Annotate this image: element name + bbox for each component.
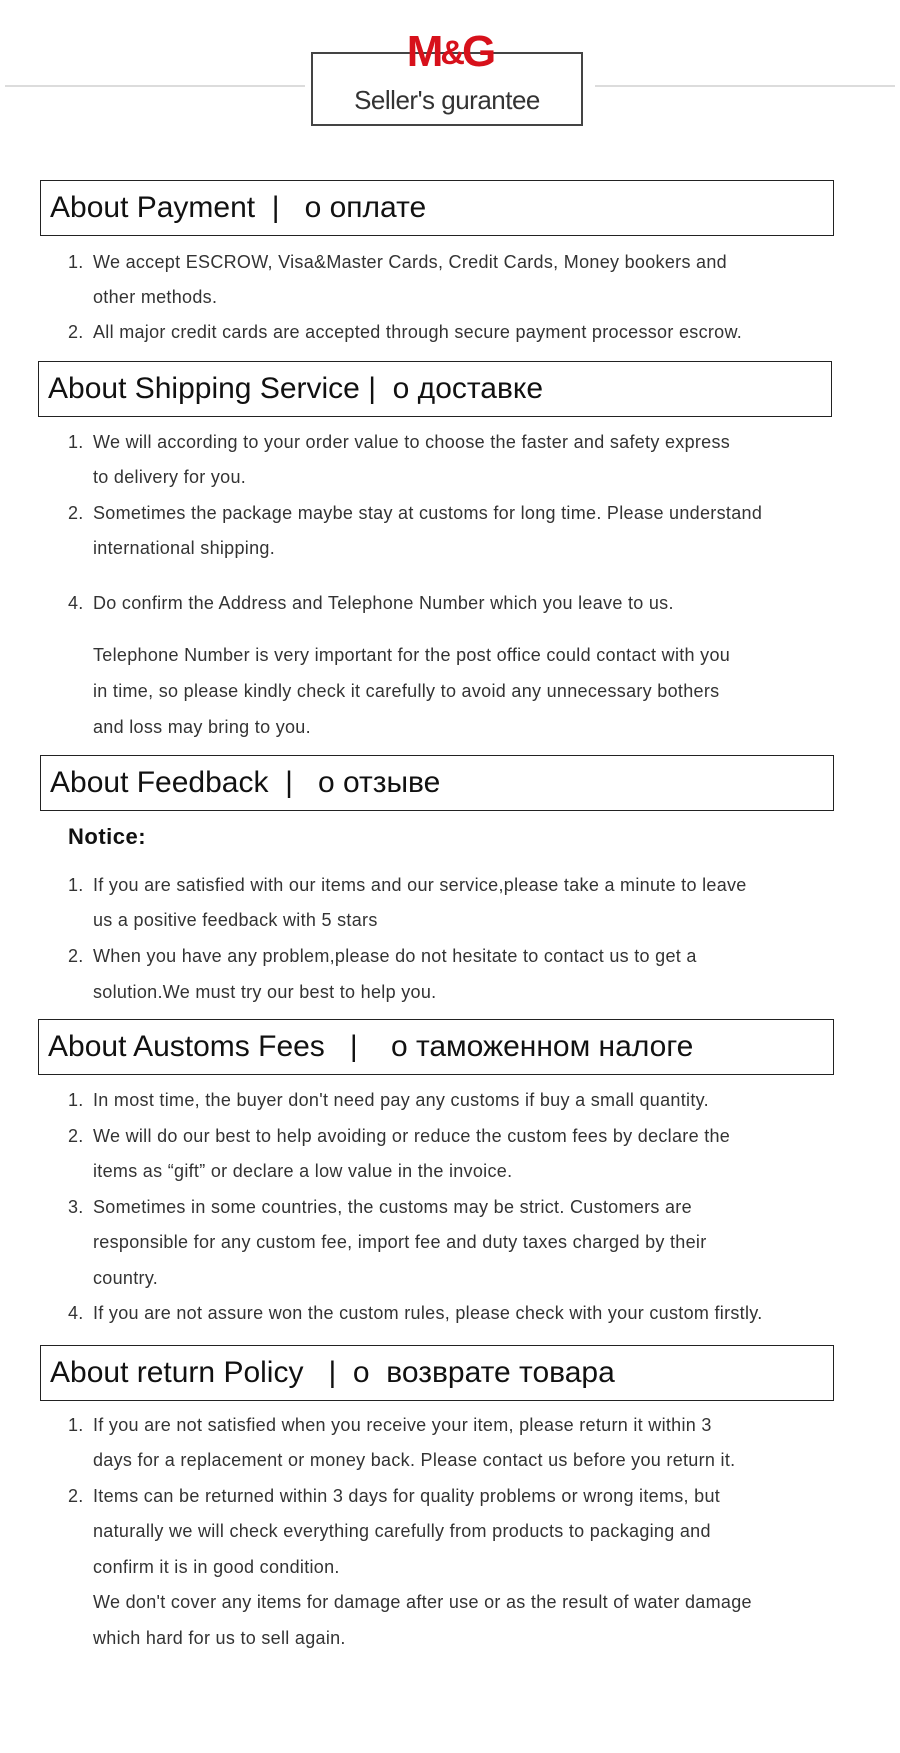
- returns-item-1-cont: days for a replacement or money back. Please contact us before you return it.: [93, 1450, 736, 1470]
- customs-item-2-cont: items as “gift” or declare a low value in the invoice.: [93, 1161, 513, 1181]
- payment-item-2: 2. All major credit cards are accepted through secure payment processor escrow.: [68, 322, 743, 342]
- returns-item-2-cont-3: We don't cover any items for damage after use or as the result of water damage: [93, 1592, 752, 1612]
- returns-section-title: About return Policy | о возврате товара: [40, 1345, 834, 1401]
- customs-item-3-cont-1: responsible for any custom fee, import fee and duty taxes charged by their: [93, 1232, 707, 1252]
- shipping-item-2-cont: international shipping.: [93, 538, 276, 558]
- shipping-item-1: 1. We will according to your order value to choose the faster and safety express: [68, 432, 731, 452]
- seller-guarantee-header: [0, 0, 900, 140]
- shipping-section-title: About Shipping Service | о доставке: [38, 361, 832, 417]
- brand-logo: M&G: [406, 27, 494, 76]
- returns-item-2-cont-4: which hard for us to sell again.: [93, 1628, 346, 1648]
- shipping-item-2: 2. Sometimes the package maybe stay at customs for long time. Please understand: [68, 503, 763, 523]
- shipping-item-1-cont: to delivery for you.: [93, 467, 247, 487]
- feedback-notice-heading: Notice:: [68, 824, 147, 849]
- shipping-item-4-cont-3: and loss may bring to you.: [93, 717, 311, 737]
- feedback-section-title: About Feedback | о отзыве: [40, 755, 834, 811]
- customs-item-1: 1. In most time, the buyer don't need pay any customs if buy a small quantity.: [68, 1090, 709, 1110]
- feedback-item-1-cont: us a positive feedback with 5 stars: [93, 910, 378, 930]
- returns-item-2: 2. Items can be returned within 3 days for quality problems or wrong items, but: [68, 1486, 721, 1506]
- customs-item-3: 3. Sometimes in some countries, the customs may be strict. Customers are: [68, 1197, 692, 1217]
- customs-item-2: 2. We will do our best to help avoiding or reduce the custom fees by declare the: [68, 1126, 731, 1146]
- returns-item-2-cont-1: naturally we will check everything carefully from products to packaging and: [93, 1521, 711, 1541]
- shipping-item-4-cont-2: in time, so please kindly check it carefully to avoid any unnecessary bothers: [93, 681, 720, 701]
- shipping-item-4-partial: 4. Do confirm the Address and Telephone Number which you leave to us.: [68, 593, 674, 613]
- customs-item-4: 4. If you are not assure won the custom rules, please check with your custom firstly.: [68, 1303, 763, 1323]
- payment-item-1-cont: other methods.: [93, 287, 218, 307]
- guarantee-tagline: Seller's gurantee: [354, 85, 540, 115]
- feedback-item-2-cont: solution.We must try our best to help you.: [93, 982, 437, 1002]
- payment-section-title: About Payment | о оплате: [40, 180, 834, 236]
- payment-item-1: 1. We accept ESCROW, Visa&Master Cards, Credit Cards, Money bookers and: [68, 252, 727, 272]
- header-divider-right: [595, 85, 895, 87]
- returns-item-2-cont-2: confirm it is in good condition.: [93, 1557, 340, 1577]
- customs-item-3-cont-2: country.: [93, 1268, 159, 1288]
- shipping-item-4-cont-1: Telephone Number is very important for the post office could contact with you: [93, 645, 731, 665]
- returns-item-1: 1. If you are not satisfied when you receive your item, please return it within 3: [68, 1415, 712, 1435]
- feedback-item-1: 1. If you are satisfied with our items and our service,please take a minute to leave: [68, 875, 747, 895]
- feedback-item-2: 2. When you have any problem,please do not hesitate to contact us to get a: [68, 946, 697, 966]
- header-divider-left: [5, 85, 305, 87]
- customs-section-title: About Austoms Fees | о таможенном налоге: [38, 1019, 834, 1075]
